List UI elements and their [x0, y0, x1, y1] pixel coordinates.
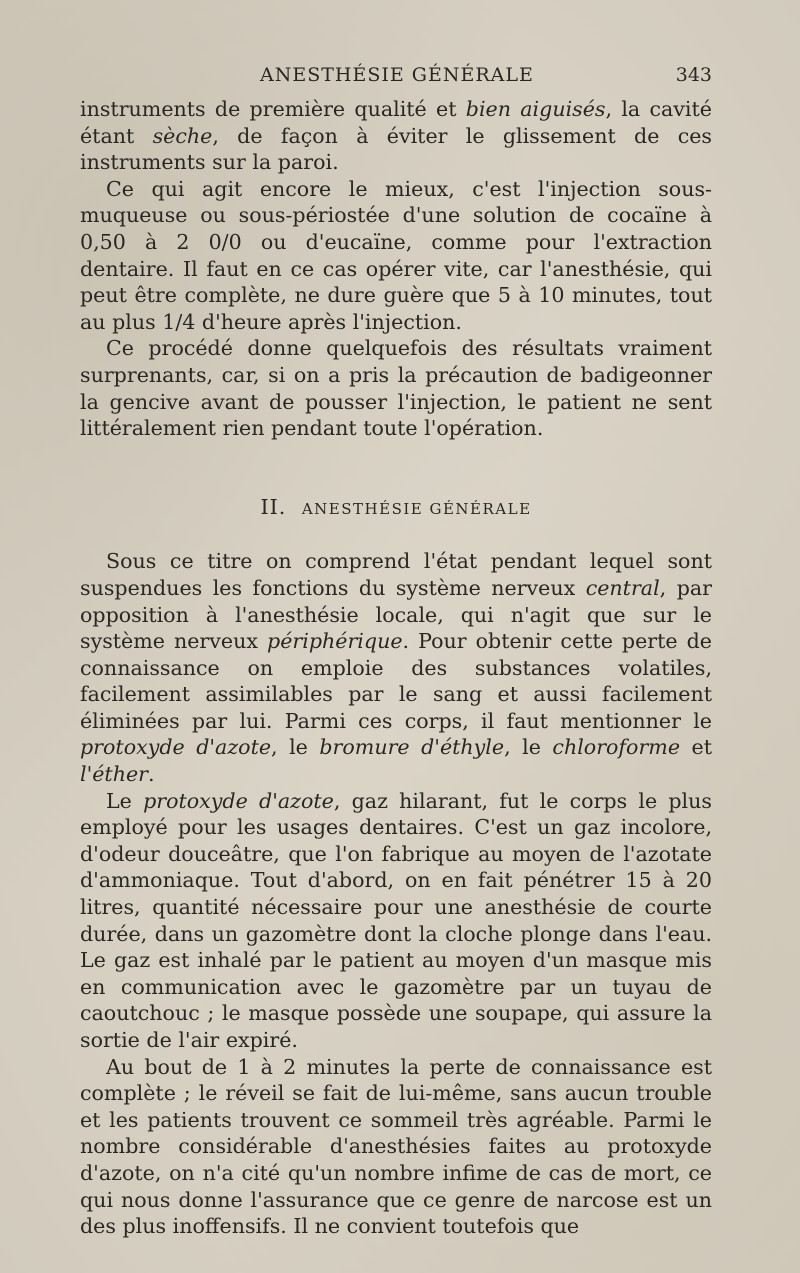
paragraph-procedure: Ce procédé donne quelquefois des résultats vraiment surprenants, car, si on a pris la précaution de badigeonner la gencive avant de pousser l'injection, le patient ne sent littéralement rien pendant toute l'opération. [80, 336, 712, 441]
paragraph-protoxyde: Le protoxyde d'azote, gaz hilarant, fut le corps le plus employé pour les usages dentaires. C'est un gaz incolore, d'odeur douceâtre, que l'on fabrique au moyen de l'azotate d'ammoniaque. Tout d'abord, on en fait pénétrer 15 à 20 litres, quantité nécessaire pour une anesthésie de courte durée, dans un gazomètre dont la cloche plonge dans l'eau. Le gaz est inhalé par le patient au moyen d'un masque mis en communication avec le gazomètre par un tuyau de caoutchouc ; le masque possède une soupape, qui assure la sortie de l'air expiré. [80, 788, 712, 1052]
section-heading [80, 494, 712, 523]
paragraph-effects: Au bout de 1 à 2 minutes la perte de connaissance est complète ; le réveil se fait de lui-même, sans aucun trouble et les patients trouvent ce sommeil très agréable. Parmi le nombre considérable d'anesthésies faites au protoxyde d'azote, on n'a cité qu'un nombre infime de cas de mort, ce qui nous donne l'assurance que ce genre de narcose est un des plus inoffensifs. Il ne convient toutefois que [80, 1054, 712, 1239]
running-head [80, 60, 712, 96]
book-page [80, 60, 712, 1240]
running-head-title: ANESTHÉSIE GÉNÉRALE [260, 64, 534, 86]
body-text [80, 96, 712, 1240]
page-number: 343 [675, 64, 712, 86]
paragraph-injection: Ce qui agit encore le mieux, c'est l'injection sous-muqueuse ou sous-périostée d'une solution de cocaïne à 0,50 à 2 0/0 ou d'eucaïne, comme pour l'extraction dentaire. Il faut en ce cas opérer vite, car l'anesthésie, qui peut être complète, ne dure guère que 5 à 10 minutes, tout au plus 1/4 d'heure après l'injection. [80, 176, 712, 334]
paragraph-continued: instruments de première qualité et bien aiguisés, la cavité étant sèche, de façon à éviter le glissement de ces instruments sur la paroi. [80, 97, 712, 175]
section-title: ANESTHÉSIE GÉNÉRALE [301, 499, 532, 518]
section-number: II. [260, 494, 287, 519]
paragraph-definition: Sous ce titre on comprend l'état pendant lequel sont suspendues les fonctions du système nerveux central, par opposition à l'anesthésie locale, qui n'agit que sur le système nerveux périphérique. Pour obtenir cette perte de connaissance on emploie des substances volatiles, facilement assimilables par le sang et aussi facilement éliminées par lui. Parmi ces corps, il faut mentionner le protoxyde d'azote, le bromure d'éthyle, le chloroforme et l'éther. [80, 549, 712, 787]
